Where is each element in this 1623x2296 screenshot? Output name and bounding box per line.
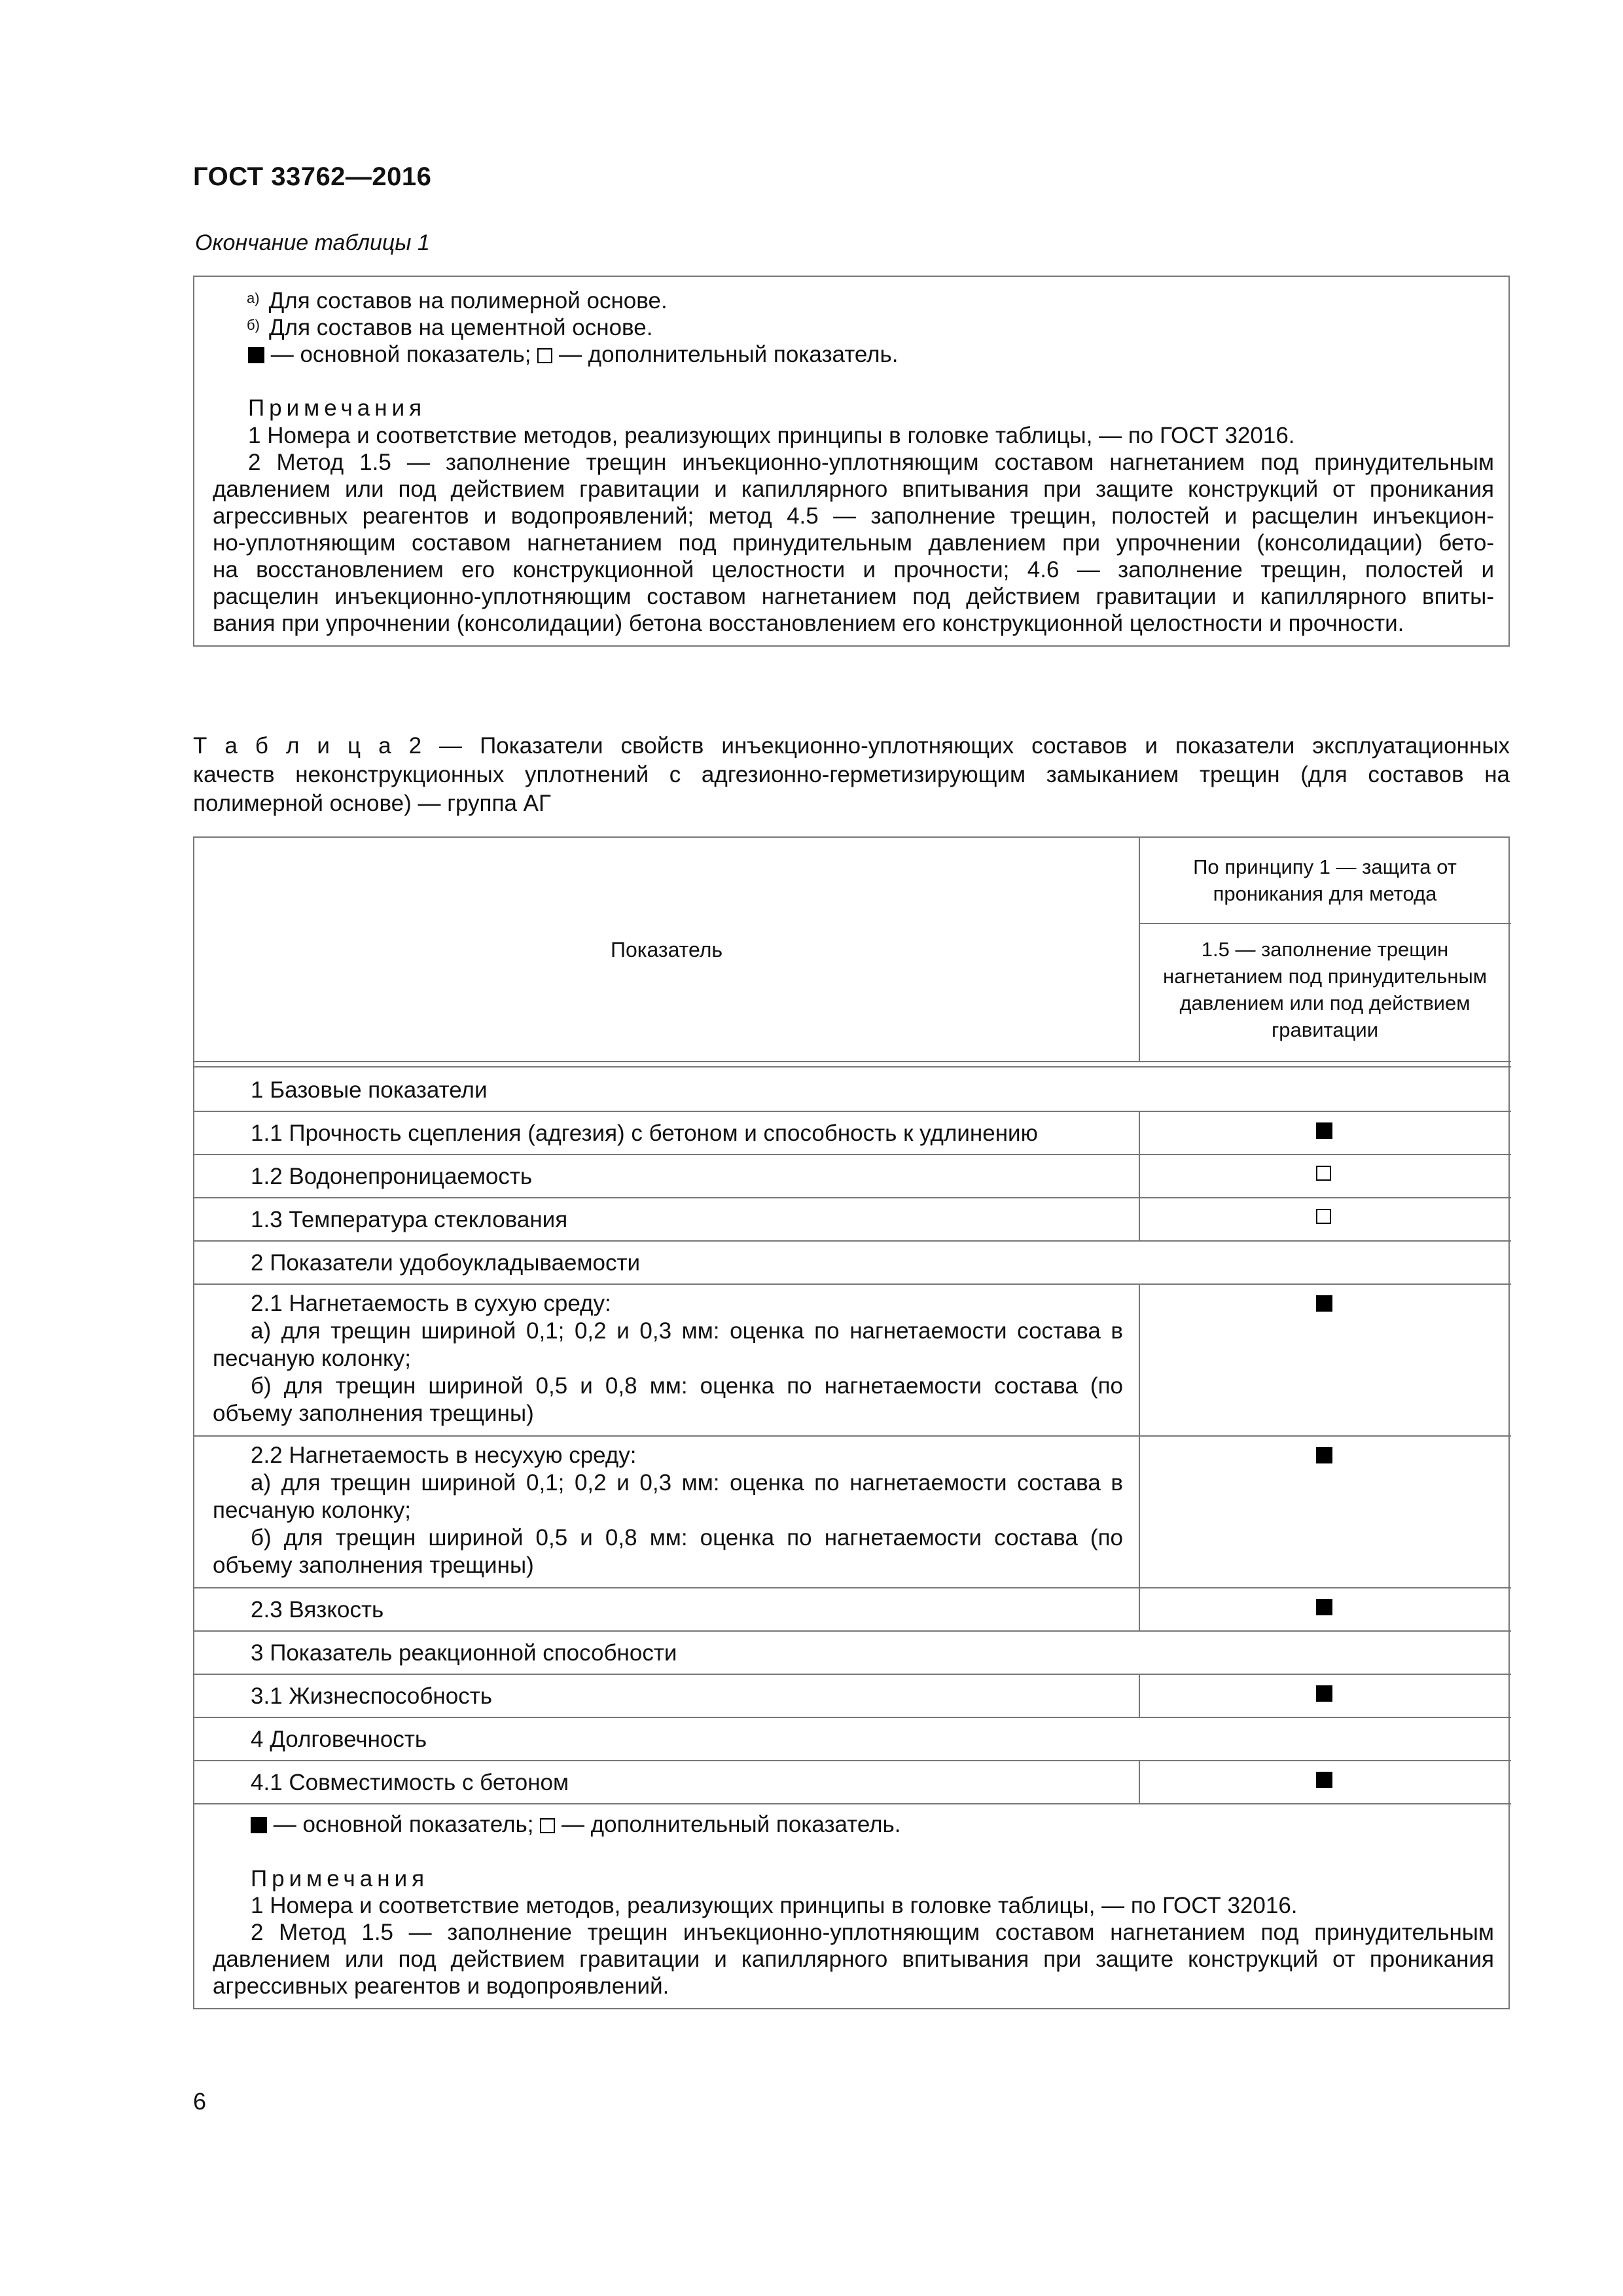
footnote-b-text: Для составов на цементной основе. [268, 315, 653, 340]
document-code: ГОСТ 33762—2016 [193, 162, 432, 191]
row-detail-line: песчаную колонку; [213, 1346, 411, 1371]
column-divider [1139, 1435, 1140, 1587]
row-divider [194, 1674, 1511, 1675]
row-title: 4.1 Совместимость с бетоном [251, 1770, 569, 1795]
filled-square-icon [1316, 1599, 1332, 1615]
table2-caption-line: полимерной основе) — группа АГ [193, 791, 551, 816]
table2-caption-line: Т а б л и ц а 2 — Показатели свойств инъекционно-уплотняющих составов и показатели эксплуатационных [193, 733, 1510, 759]
header-method-line: нагнетанием под принудительным [1162, 965, 1488, 988]
row-title: 2.3 Вязкость [251, 1597, 384, 1623]
row-detail-line: объему заполнения трещины) [213, 1401, 534, 1426]
table1-note-line: но-уплотняющим составом нагнетанием под принудительным давлением при упрочнении (консолидации) бето- [213, 530, 1494, 556]
legend-main-text: — основной показатель; [267, 1812, 541, 1837]
legend-extra-text: — дополнительный показатель. [555, 1812, 901, 1837]
row-title: 2 Показатели удобоукладываемости [251, 1250, 641, 1276]
row-divider [194, 1154, 1511, 1155]
footnote-a [247, 287, 668, 315]
table2 [193, 836, 1510, 2009]
row-title: 3.1 Жизнеспособность [251, 1683, 492, 1709]
row-detail-line: песчаную колонку; [213, 1498, 411, 1523]
row-detail-line: а) для трещин шириной 0,1; 0,2 и 0,3 мм: оценка по нагнетаемости состава в [251, 1318, 1123, 1344]
row-title: 2.1 Нагнетаемость в сухую среду: [251, 1291, 611, 1316]
column-divider [1139, 1674, 1140, 1717]
row-title: 1.1 Прочность сцепления (адгезия) с бетоном и способность к удлинению [251, 1121, 1038, 1146]
table1-note-line: 1 Номера и соответствие методов, реализующих принципы в головке таблицы, — по ГОСТ 32016. [248, 423, 1295, 448]
row-detail-line: а) для трещин шириной 0,1; 0,2 и 0,3 мм: оценка по нагнетаемости состава в [251, 1470, 1123, 1496]
row-title: 1.2 Водонепроницаемость [251, 1164, 533, 1189]
row-divider [194, 1240, 1511, 1242]
table2-note-line: 1 Номера и соответствие методов, реализующих принципы в головке таблицы, — по ГОСТ 32016. [251, 1893, 1298, 1918]
row-detail-line: б) для трещин шириной 0,5 и 0,8 мм: оценка по нагнетаемости состава (по [251, 1373, 1123, 1399]
column-divider [1139, 1283, 1140, 1435]
footnote-b [247, 314, 652, 342]
header-indicator: Показатель [610, 938, 723, 961]
row-divider [194, 1803, 1511, 1804]
footnote-a-marker: а) [247, 290, 260, 306]
table1-note-line: расщелин инъекционно-уплотняющим составом нагнетанием под действием гравитации и капиллярного впиты- [213, 584, 1494, 609]
row-title: 1 Базовые показатели [251, 1077, 488, 1103]
header-method-line: гравитации [1271, 1018, 1379, 1041]
table2-caption [193, 732, 1510, 818]
header-principle [1139, 853, 1511, 907]
row-divider [194, 1435, 1511, 1437]
row-title: 3 Показатель реакционной способности [251, 1640, 677, 1666]
footnote-a-text: Для составов на полимерной основе. [268, 288, 668, 314]
empty-square-icon [540, 1818, 555, 1833]
table1-note-line: вания при упрочнении (консолидации) бетона восстановлением его конструкционной целостности и прочности. [213, 611, 1404, 636]
filled-square-icon [1316, 1685, 1332, 1702]
header-bottom-rule [194, 1066, 1511, 1067]
table-continuation-caption: Окончание таблицы 1 [195, 230, 430, 255]
row-title: 4 Долговечность [251, 1727, 427, 1752]
column-divider [1139, 1154, 1140, 1197]
header-row-divider [1139, 923, 1511, 924]
legend-extra-text: — дополнительный показатель. [552, 342, 899, 367]
row-detail-line: б) для трещин шириной 0,5 и 0,8 мм: оценка по нагнетаемости состава (по [251, 1525, 1123, 1551]
filled-square-icon [1316, 1447, 1332, 1463]
header-method [1139, 936, 1511, 1043]
row-detail-line: объему заполнения трещины) [213, 1552, 534, 1578]
filled-square-icon [1316, 1772, 1332, 1788]
table2-note-line: агрессивных реагентов и водопроявлений. [213, 1973, 669, 1999]
table1-legend [248, 341, 899, 368]
row-title: 2.2 Нагнетаемость в несухую среду: [251, 1443, 637, 1468]
table1-note-line: 2 Метод 1.5 — заполнение трещин инъекционно-уплотняющим составом нагнетанием под принудительным [248, 450, 1494, 475]
page-number: 6 [193, 2088, 207, 2115]
filled-square-icon [1316, 1295, 1332, 1312]
row-divider [194, 1111, 1511, 1112]
row-divider [194, 1283, 1511, 1285]
legend-main-text: — основной показатель; [264, 342, 538, 367]
table2-caption-line: качеств неконструкционных уплотнений с адгезионно-герметизирующим замыканием трещин (для составов на [193, 762, 1510, 787]
row-divider [194, 1760, 1511, 1761]
column-divider [1139, 1197, 1140, 1240]
table1-note-line: давлением или под действием гравитации и капиллярного впитывания при защите конструкций от проникания [213, 476, 1494, 502]
table2-notes-title: Примечания [251, 1866, 429, 1892]
filled-square-icon [1316, 1122, 1332, 1139]
table1-footnotes-box [193, 276, 1510, 647]
filled-square-icon [248, 347, 264, 363]
column-divider [1139, 1111, 1140, 1154]
column-divider [1139, 1587, 1140, 1630]
table2-note-line: давлением или под действием гравитации и капиллярного впитывания при защите конструкций от проникания [213, 1946, 1494, 1972]
column-divider [1139, 1760, 1140, 1803]
table1-note-line: на восстановлением его конструкционной целостности и прочности; 4.6 — заполнение трещин, полостей и [213, 557, 1494, 583]
table2-legend [251, 1811, 901, 1839]
header-bottom-rule [194, 1061, 1511, 1062]
header-principle-line: По принципу 1 — защита от [1193, 855, 1457, 878]
empty-square-icon [1316, 1166, 1331, 1181]
row-divider [194, 1197, 1511, 1198]
header-method-line: 1.5 — заполнение трещин [1201, 938, 1449, 961]
filled-square-icon [251, 1817, 267, 1833]
row-title: 1.3 Температура стеклования [251, 1207, 568, 1232]
table2-note-line: 2 Метод 1.5 — заполнение трещин инъекционно-уплотняющим составом нагнетанием под принудительным [251, 1920, 1494, 1945]
empty-square-icon [537, 348, 552, 363]
row-divider [194, 1717, 1511, 1718]
table1-note-line: агрессивных реагентов и водопроявлений; метод 4.5 — заполнение трещин, полостей и расщелин инъекцион- [213, 503, 1494, 529]
row-divider [194, 1630, 1511, 1632]
header-principle-line: проникания для метода [1213, 882, 1437, 905]
empty-square-icon [1316, 1209, 1331, 1224]
footnote-b-marker: б) [247, 317, 260, 333]
header-method-line: давлением или под действием [1179, 992, 1471, 1014]
row-divider [194, 1587, 1511, 1588]
table1-notes-title: Примечания [248, 395, 427, 421]
